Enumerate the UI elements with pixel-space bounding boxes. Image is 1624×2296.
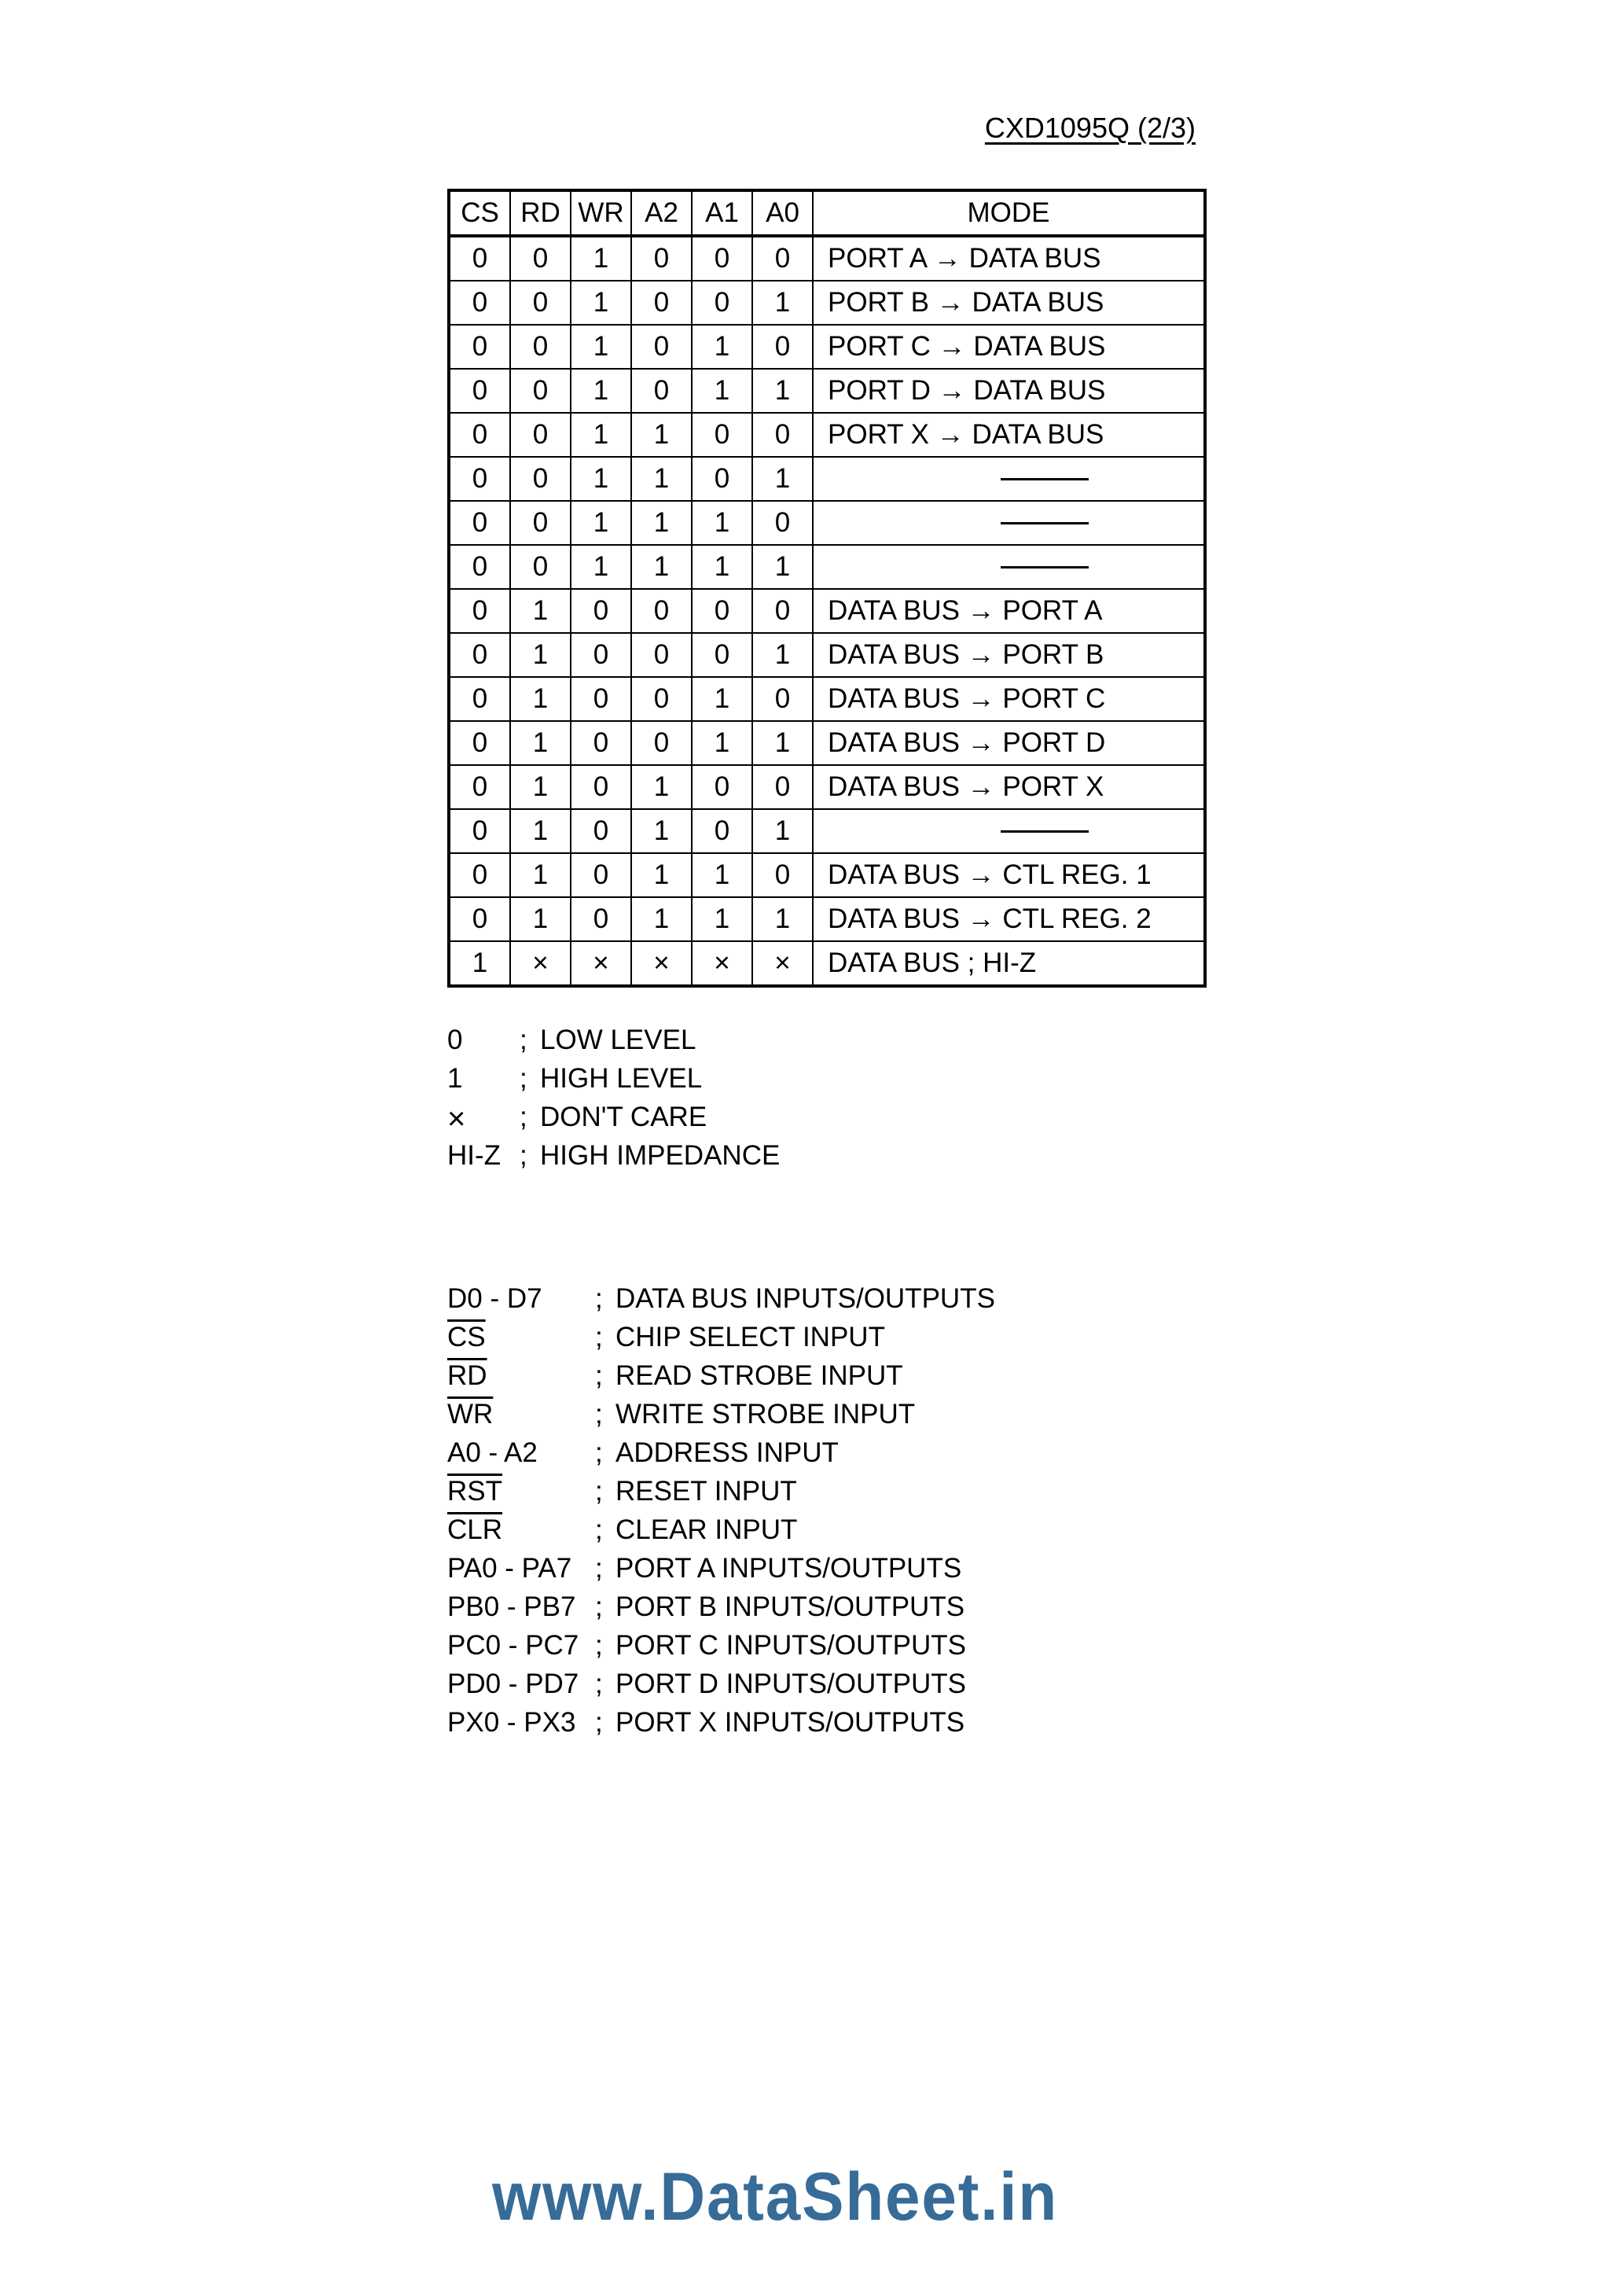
cell-cs: 0 bbox=[449, 325, 510, 369]
pin-name: $\overline{RST}$ bbox=[447, 1476, 502, 1507]
not-used-dash bbox=[1001, 522, 1089, 524]
column-header-cs: CS bbox=[449, 190, 510, 236]
cell-mode: DATA BUS → PORT X bbox=[813, 765, 1205, 809]
separator: ; bbox=[520, 1102, 527, 1132]
separator: ; bbox=[595, 1591, 603, 1622]
not-used-dash bbox=[1001, 566, 1089, 568]
pin-description: RESET INPUT bbox=[615, 1476, 797, 1507]
cell-cs: 0 bbox=[449, 413, 510, 457]
cell-rd: 0 bbox=[510, 369, 571, 413]
cell-a2: 1 bbox=[631, 765, 692, 809]
table-row bbox=[449, 809, 1205, 853]
cell-mode bbox=[813, 809, 1205, 853]
table-row bbox=[449, 281, 1205, 325]
table-row bbox=[449, 369, 1205, 413]
cell-cs: 0 bbox=[449, 721, 510, 765]
cell-a0: × bbox=[752, 941, 813, 986]
cell-rd: 0 bbox=[510, 413, 571, 457]
cell-wr: 1 bbox=[571, 457, 631, 501]
cell-cs: 0 bbox=[449, 765, 510, 809]
separator: ; bbox=[595, 1669, 603, 1699]
cell-mode bbox=[813, 545, 1205, 589]
legend-description: HIGH IMPEDANCE bbox=[540, 1140, 781, 1171]
separator: ; bbox=[520, 1025, 527, 1055]
cell-wr: 1 bbox=[571, 545, 631, 589]
cell-rd: 0 bbox=[510, 501, 571, 545]
pin-name: $\overline{RD}$ bbox=[447, 1360, 487, 1391]
cell-wr: 1 bbox=[571, 281, 631, 325]
cell-rd: 1 bbox=[510, 677, 571, 721]
cell-wr: 0 bbox=[571, 765, 631, 809]
cell-cs: 0 bbox=[449, 281, 510, 325]
column-header-a1: A1 bbox=[692, 190, 752, 236]
cell-wr: 0 bbox=[571, 853, 631, 897]
cell-a2: 1 bbox=[631, 853, 692, 897]
cell-wr: × bbox=[571, 941, 631, 986]
cell-cs: 0 bbox=[449, 677, 510, 721]
cell-a1: 0 bbox=[692, 589, 752, 633]
pin-name: PX0 - PX3 bbox=[447, 1707, 576, 1738]
cell-a0: 0 bbox=[752, 325, 813, 369]
cell-a0: 1 bbox=[752, 457, 813, 501]
cell-wr: 0 bbox=[571, 721, 631, 765]
pin-name: A0 - A2 bbox=[447, 1437, 538, 1468]
cell-rd: × bbox=[510, 941, 571, 986]
cell-mode: PORT C → DATA BUS bbox=[813, 325, 1205, 369]
cell-rd: 0 bbox=[510, 281, 571, 325]
cell-rd: 1 bbox=[510, 765, 571, 809]
cell-rd: 1 bbox=[510, 721, 571, 765]
cell-mode: DATA BUS ; HI-Z bbox=[813, 941, 1205, 986]
not-used-dash bbox=[1001, 830, 1089, 833]
cell-a1: 0 bbox=[692, 413, 752, 457]
pin-name: PD0 - PD7 bbox=[447, 1669, 579, 1699]
separator: ; bbox=[595, 1399, 603, 1429]
cell-rd: 1 bbox=[510, 853, 571, 897]
cell-rd: 1 bbox=[510, 633, 571, 677]
table-row bbox=[449, 721, 1205, 765]
cell-wr: 0 bbox=[571, 897, 631, 941]
pin-description: PORT X INPUTS/OUTPUTS bbox=[615, 1707, 965, 1738]
cell-a0: 0 bbox=[752, 236, 813, 281]
cell-wr: 0 bbox=[571, 589, 631, 633]
separator: ; bbox=[520, 1063, 527, 1094]
cell-a0: 1 bbox=[752, 633, 813, 677]
cell-a2: 0 bbox=[631, 633, 692, 677]
legend-symbol: HI-Z bbox=[447, 1140, 502, 1171]
cell-rd: 1 bbox=[510, 897, 571, 941]
cell-a2: 1 bbox=[631, 457, 692, 501]
separator: ; bbox=[595, 1514, 603, 1545]
cell-a2: 0 bbox=[631, 369, 692, 413]
cell-a2: 0 bbox=[631, 236, 692, 281]
cell-a1: 1 bbox=[692, 853, 752, 897]
cell-cs: 0 bbox=[449, 633, 510, 677]
separator: ; bbox=[595, 1630, 603, 1661]
cell-a1: 0 bbox=[692, 809, 752, 853]
cell-mode: DATA BUS → PORT D bbox=[813, 721, 1205, 765]
table-row bbox=[449, 501, 1205, 545]
cell-a1: 0 bbox=[692, 457, 752, 501]
table-row bbox=[449, 633, 1205, 677]
cell-a0: 0 bbox=[752, 853, 813, 897]
table-row bbox=[449, 589, 1205, 633]
separator: ; bbox=[595, 1283, 603, 1314]
pin-name: PA0 - PA7 bbox=[447, 1553, 572, 1584]
legend-symbol: 0 bbox=[447, 1025, 463, 1055]
cell-a2: 0 bbox=[631, 677, 692, 721]
table-row bbox=[449, 457, 1205, 501]
cell-a1: 1 bbox=[692, 325, 752, 369]
document-id: CXD1095Q (2/3) bbox=[984, 112, 1196, 144]
cell-mode: DATA BUS → PORT C bbox=[813, 677, 1205, 721]
cell-wr: 1 bbox=[571, 325, 631, 369]
cell-a2: 1 bbox=[631, 413, 692, 457]
cell-a2: 1 bbox=[631, 545, 692, 589]
pin-description: DATA BUS INPUTS/OUTPUTS bbox=[615, 1283, 995, 1314]
cell-mode: DATA BUS → CTL REG. 2 bbox=[813, 897, 1205, 941]
column-header-a2: A2 bbox=[631, 190, 692, 236]
separator: ; bbox=[595, 1707, 603, 1738]
cell-mode bbox=[813, 501, 1205, 545]
cell-wr: 1 bbox=[571, 413, 631, 457]
cell-a2: 0 bbox=[631, 721, 692, 765]
cell-wr: 0 bbox=[571, 633, 631, 677]
table-row bbox=[449, 677, 1205, 721]
cell-a2: 0 bbox=[631, 325, 692, 369]
cell-a0: 0 bbox=[752, 413, 813, 457]
pin-description: CLEAR INPUT bbox=[615, 1514, 798, 1545]
pin-description: WRITE STROBE INPUT bbox=[615, 1399, 916, 1429]
cell-a0: 1 bbox=[752, 897, 813, 941]
cell-rd: 0 bbox=[510, 236, 571, 281]
column-header-mode: MODE bbox=[813, 190, 1205, 236]
pin-description: PORT B INPUTS/OUTPUTS bbox=[615, 1591, 965, 1622]
cell-rd: 0 bbox=[510, 545, 571, 589]
cell-wr: 1 bbox=[571, 501, 631, 545]
table-row bbox=[449, 545, 1205, 589]
legend-symbol: 1 bbox=[447, 1063, 463, 1094]
cell-cs: 0 bbox=[449, 369, 510, 413]
pin-description: PORT C INPUTS/OUTPUTS bbox=[615, 1630, 966, 1661]
cell-a2: × bbox=[631, 941, 692, 986]
column-header-a0: A0 bbox=[752, 190, 813, 236]
separator: ; bbox=[595, 1437, 603, 1468]
cell-cs: 0 bbox=[449, 809, 510, 853]
table-row bbox=[449, 853, 1205, 897]
pin-name: D0 - D7 bbox=[447, 1283, 542, 1314]
pin-name: $\overline{WR}$ bbox=[447, 1399, 494, 1429]
legend-symbol: × bbox=[447, 1102, 466, 1136]
table-row bbox=[449, 325, 1205, 369]
cell-cs: 0 bbox=[449, 457, 510, 501]
cell-cs: 1 bbox=[449, 941, 510, 986]
cell-a2: 0 bbox=[631, 589, 692, 633]
cell-a1: 1 bbox=[692, 545, 752, 589]
table-row bbox=[449, 765, 1205, 809]
cell-a0: 1 bbox=[752, 721, 813, 765]
cell-a2: 1 bbox=[631, 809, 692, 853]
cell-a1: 1 bbox=[692, 369, 752, 413]
cell-a1: 0 bbox=[692, 236, 752, 281]
cell-rd: 1 bbox=[510, 809, 571, 853]
cell-a1: 0 bbox=[692, 281, 752, 325]
cell-a0: 0 bbox=[752, 589, 813, 633]
cell-a2: 0 bbox=[631, 281, 692, 325]
cell-a1: 1 bbox=[692, 897, 752, 941]
pin-description: READ STROBE INPUT bbox=[615, 1360, 903, 1391]
cell-wr: 0 bbox=[571, 809, 631, 853]
cell-a1: 0 bbox=[692, 633, 752, 677]
cell-mode: DATA BUS → PORT A bbox=[813, 589, 1205, 633]
not-used-dash bbox=[1001, 478, 1089, 480]
separator: ; bbox=[595, 1322, 603, 1352]
cell-wr: 1 bbox=[571, 236, 631, 281]
truth-table bbox=[447, 189, 1207, 988]
cell-a0: 1 bbox=[752, 281, 813, 325]
cell-a1: 1 bbox=[692, 721, 752, 765]
table-row bbox=[449, 941, 1205, 986]
watermark-logo: www.DataSheet.in bbox=[492, 2159, 1059, 2235]
pin-description: CHIP SELECT INPUT bbox=[615, 1322, 885, 1352]
cell-cs: 0 bbox=[449, 236, 510, 281]
pin-name: $\overline{CS}$ bbox=[447, 1322, 486, 1352]
cell-a1: × bbox=[692, 941, 752, 986]
table-row bbox=[449, 413, 1205, 457]
separator: ; bbox=[595, 1360, 603, 1391]
cell-a2: 1 bbox=[631, 897, 692, 941]
cell-a0: 1 bbox=[752, 809, 813, 853]
cell-cs: 0 bbox=[449, 501, 510, 545]
cell-a0: 1 bbox=[752, 545, 813, 589]
cell-a1: 1 bbox=[692, 677, 752, 721]
cell-mode: PORT X → DATA BUS bbox=[813, 413, 1205, 457]
cell-a0: 0 bbox=[752, 765, 813, 809]
table-header-row bbox=[449, 190, 1205, 236]
legend-description: HIGH LEVEL bbox=[540, 1063, 703, 1094]
cell-wr: 0 bbox=[571, 677, 631, 721]
pin-description: PORT A INPUTS/OUTPUTS bbox=[615, 1553, 962, 1584]
pin-name: PC0 - PC7 bbox=[447, 1630, 579, 1661]
cell-mode bbox=[813, 457, 1205, 501]
cell-mode: DATA BUS → CTL REG. 1 bbox=[813, 853, 1205, 897]
pin-name: PB0 - PB7 bbox=[447, 1591, 576, 1622]
separator: ; bbox=[520, 1140, 527, 1171]
pin-name: $\overline{CLR}$ bbox=[447, 1514, 503, 1545]
table-row bbox=[449, 236, 1205, 281]
table-row bbox=[449, 897, 1205, 941]
legend-description: LOW LEVEL bbox=[540, 1025, 696, 1055]
cell-mode: PORT D → DATA BUS bbox=[813, 369, 1205, 413]
cell-a0: 0 bbox=[752, 501, 813, 545]
cell-a1: 0 bbox=[692, 765, 752, 809]
cell-cs: 0 bbox=[449, 589, 510, 633]
cell-cs: 0 bbox=[449, 545, 510, 589]
cell-a1: 1 bbox=[692, 501, 752, 545]
column-header-wr: WR bbox=[571, 190, 631, 236]
cell-a2: 1 bbox=[631, 501, 692, 545]
legend-description: DON'T CARE bbox=[540, 1102, 707, 1132]
pin-description: PORT D INPUTS/OUTPUTS bbox=[615, 1669, 966, 1699]
separator: ; bbox=[595, 1476, 603, 1507]
pin-description: ADDRESS INPUT bbox=[615, 1437, 839, 1468]
cell-cs: 0 bbox=[449, 897, 510, 941]
cell-a0: 1 bbox=[752, 369, 813, 413]
cell-cs: 0 bbox=[449, 853, 510, 897]
cell-wr: 1 bbox=[571, 369, 631, 413]
column-header-rd: RD bbox=[510, 190, 571, 236]
cell-rd: 1 bbox=[510, 589, 571, 633]
separator: ; bbox=[595, 1553, 603, 1584]
cell-mode: PORT A → DATA BUS bbox=[813, 236, 1205, 281]
cell-a0: 0 bbox=[752, 677, 813, 721]
cell-mode: PORT B → DATA BUS bbox=[813, 281, 1205, 325]
cell-mode: DATA BUS → PORT B bbox=[813, 633, 1205, 677]
cell-rd: 0 bbox=[510, 325, 571, 369]
cell-rd: 0 bbox=[510, 457, 571, 501]
